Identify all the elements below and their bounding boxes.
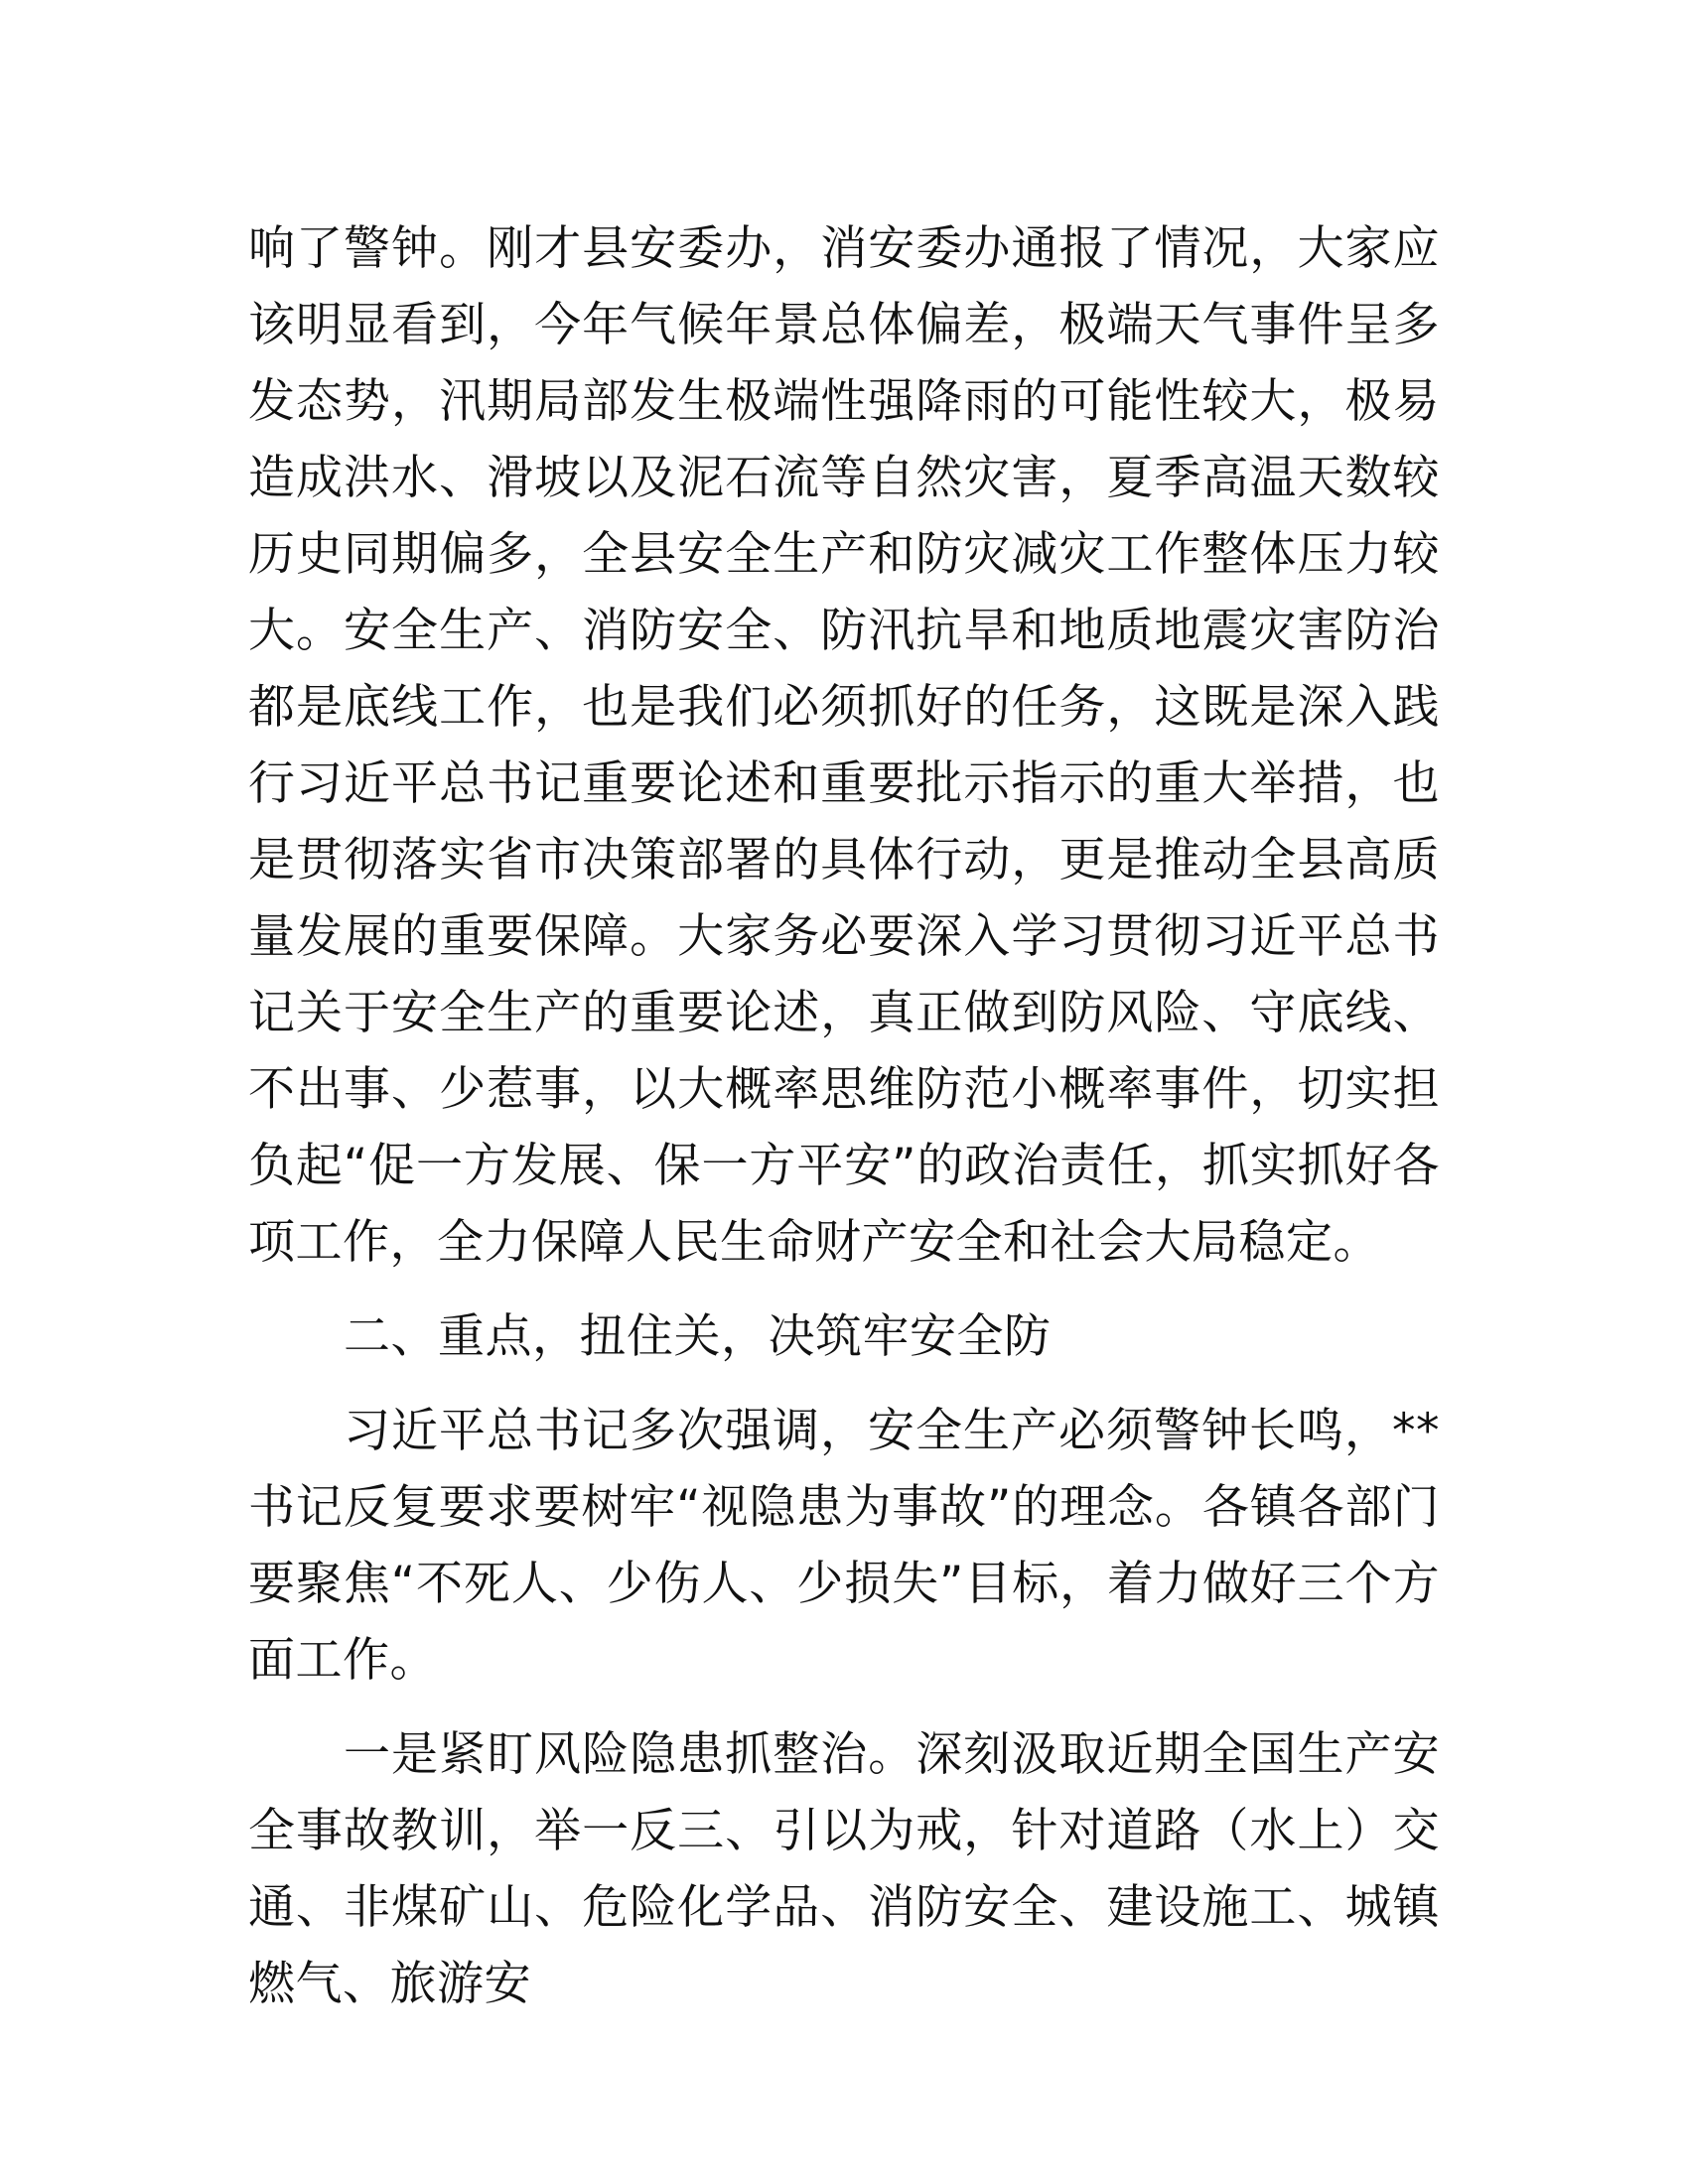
paragraph-point-one: 一是紧盯风险隐患抓整治。深刻汲取近期全国生产安全事故教训，举一反三、引以为戒，针对道路（水上）交通、非煤矿山、危险化学品、消防安全、建设施工、城镇燃气、旅游安 [248,1727,1440,2011]
paragraph-emphasis: 习近平总书记多次强调，安全生产必须警钟长鸣，**书记反复要求要树牢“视隐患为事故”的理念。各镇各部门要聚焦“不死人、少伤人、少损失”目标，着力做好三个方面工作。 [248,1404,1440,1688]
paragraph-continuation: 响了警钟。刚才县安委办，消安委办通报了情况，大家应该明显看到，今年气候年景总体偏差，极端天气事件呈多发态势，汛期局部发生极端性强降雨的可能性较大，极易造成洪水、滑坡以及泥石流等自然灾害，夏季高温天数较历史同期偏多，全县安全生产和防灾减灾工作整体压力较大。安全生产、消防安全、防汛抗旱和地质地震灾害防治都是底线工作，也是我们必须抓好的任务，这既是深入践行习近平总书记重要论述和重要批示指示的重大举措，也是贯彻落实省市决策部署的具体行动，更是推动全县高质量发展的重要保障。大家务必要深入学习贯彻习近平总书记关于安全生产的重要论述，真正做到防风险、守底线、不出事、少惹事，以大概率思维防范小概率事件，切实担负起“促一方发展、保一方平安”的政治责任，抓实抓好各项工作，全力保障人民生命财产安全和社会大局稳定。 [248,221,1440,1270]
section-heading: 二、重点，扭住关，决筑牢安全防 [344,1309,1052,1364]
document-body [248,210,1440,2022]
